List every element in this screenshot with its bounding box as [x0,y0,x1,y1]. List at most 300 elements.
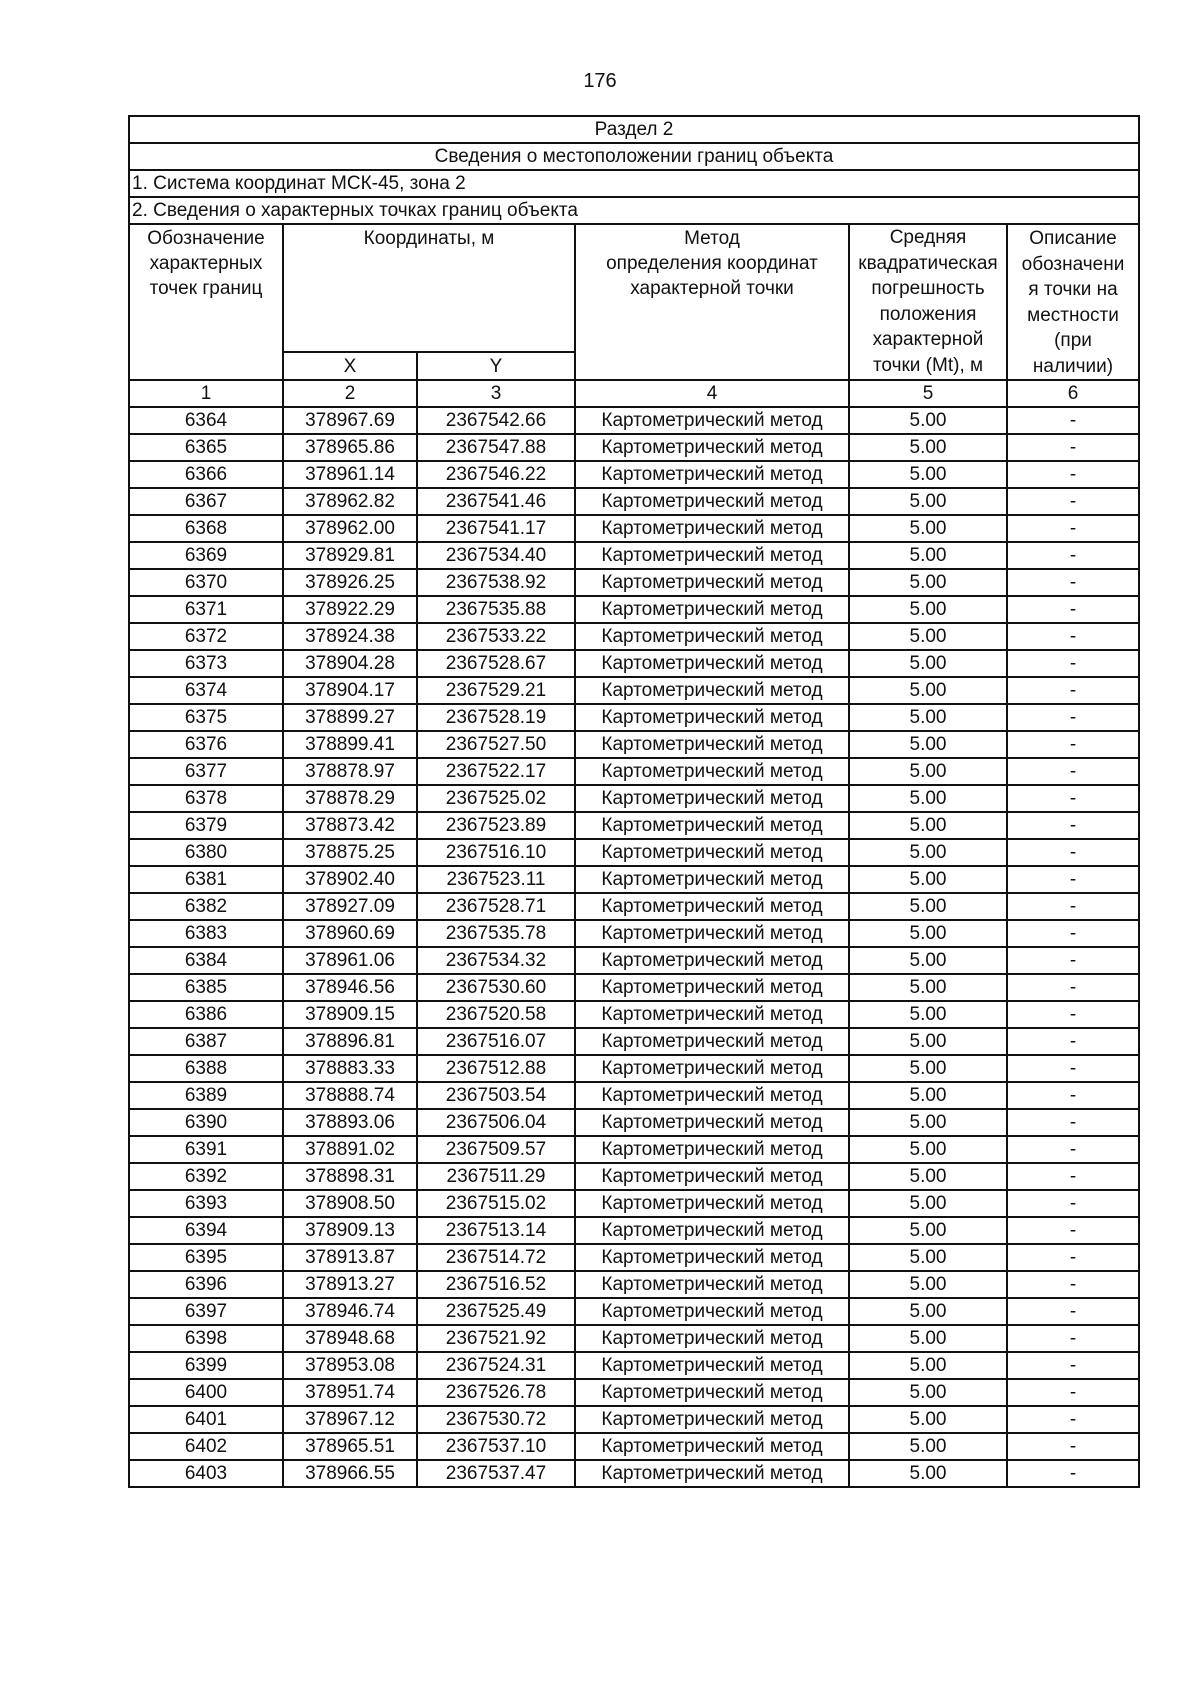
method-cell: Картометрический метод [575,1244,849,1271]
x-coord-cell: 378909.15 [283,1001,417,1028]
method-cell: Картометрический метод [575,1433,849,1460]
x-coord-cell: 378962.00 [283,515,417,542]
description-cell: - [1007,1271,1139,1298]
error-cell: 5.00 [849,434,1007,461]
error-cell: 5.00 [849,731,1007,758]
x-coord-cell: 378948.68 [283,1325,417,1352]
point-id-cell: 6379 [129,812,283,839]
y-coord-cell: 2367535.88 [417,596,575,623]
coord-system-label: 1. Система координат МСК-45, зона 2 [129,170,1139,197]
y-coord-cell: 2367516.10 [417,839,575,866]
error-cell: 5.00 [849,893,1007,920]
x-coord-cell: 378913.87 [283,1244,417,1271]
point-id-cell: 6374 [129,677,283,704]
point-id-cell: 6371 [129,596,283,623]
description-cell: - [1007,569,1139,596]
y-coord-cell: 2367527.50 [417,731,575,758]
description-cell: - [1007,1136,1139,1163]
x-coord-cell: 378904.28 [283,650,417,677]
error-cell: 5.00 [849,704,1007,731]
point-id-cell: 6384 [129,947,283,974]
point-id-cell: 6396 [129,1271,283,1298]
description-cell: - [1007,866,1139,893]
y-coord-cell: 2367509.57 [417,1136,575,1163]
y-coord-cell: 2367503.54 [417,1082,575,1109]
method-cell: Картометрический метод [575,1217,849,1244]
method-cell: Картометрический метод [575,731,849,758]
x-coord-cell: 378951.74 [283,1379,417,1406]
description-cell: - [1007,704,1139,731]
y-coord-cell: 2367534.32 [417,947,575,974]
description-cell: - [1007,488,1139,515]
x-coord-cell: 378953.08 [283,1352,417,1379]
table-row [129,1217,1139,1244]
y-coord-cell: 2367516.52 [417,1271,575,1298]
point-id-cell: 6368 [129,515,283,542]
point-id-cell: 6400 [129,1379,283,1406]
y-coord-cell: 2367534.40 [417,542,575,569]
point-id-cell: 6372 [129,623,283,650]
description-cell: - [1007,1460,1139,1487]
point-id-cell: 6395 [129,1244,283,1271]
table-row [129,1433,1139,1460]
table-row [129,1298,1139,1325]
method-cell: Картометрический метод [575,1352,849,1379]
x-coord-cell: 378926.25 [283,569,417,596]
method-cell: Картометрический метод [575,542,849,569]
y-coord-cell: 2367530.72 [417,1406,575,1433]
header-coordinates: Координаты, м [283,224,575,352]
point-id-cell: 6370 [129,569,283,596]
header-error: Средняя квадратическая погрешность положения характерной точки (Mt), м [849,224,1007,380]
method-cell: Картометрический метод [575,461,849,488]
coord-system-row [129,170,1139,197]
x-coord-cell: 378898.31 [283,1163,417,1190]
method-cell: Картометрический метод [575,596,849,623]
table-row [129,650,1139,677]
points-title-row [129,197,1139,224]
method-cell: Картометрический метод [575,515,849,542]
y-coord-cell: 2367541.46 [417,488,575,515]
y-coord-cell: 2367542.66 [417,407,575,434]
error-cell: 5.00 [849,947,1007,974]
y-coord-cell: 2367506.04 [417,1109,575,1136]
error-cell: 5.00 [849,1109,1007,1136]
y-coord-cell: 2367528.71 [417,893,575,920]
table-row [129,1028,1139,1055]
point-id-cell: 6367 [129,488,283,515]
x-coord-cell: 378913.27 [283,1271,417,1298]
table-row [129,488,1139,515]
x-coord-cell: 378904.17 [283,677,417,704]
error-cell: 5.00 [849,974,1007,1001]
point-id-cell: 6402 [129,1433,283,1460]
description-cell: - [1007,1217,1139,1244]
y-coord-cell: 2367547.88 [417,434,575,461]
error-cell: 5.00 [849,1028,1007,1055]
error-cell: 5.00 [849,758,1007,785]
point-id-cell: 6381 [129,866,283,893]
error-cell: 5.00 [849,1082,1007,1109]
table-row [129,434,1139,461]
header-method: Метод определения координат характерной точки [575,224,849,380]
table-row [129,866,1139,893]
y-coord-cell: 2367537.47 [417,1460,575,1487]
point-id-cell: 6392 [129,1163,283,1190]
error-cell: 5.00 [849,650,1007,677]
method-cell: Картометрический метод [575,1055,849,1082]
table-row [129,1325,1139,1352]
table-row [129,758,1139,785]
description-cell: - [1007,515,1139,542]
description-cell: - [1007,623,1139,650]
x-coord-cell: 378909.13 [283,1217,417,1244]
table-row [129,515,1139,542]
description-cell: - [1007,1406,1139,1433]
y-coord-cell: 2367511.29 [417,1163,575,1190]
description-cell: - [1007,1055,1139,1082]
description-cell: - [1007,1082,1139,1109]
point-id-cell: 6380 [129,839,283,866]
error-cell: 5.00 [849,1136,1007,1163]
error-cell: 5.00 [849,1217,1007,1244]
section-title: Раздел 2 [129,116,1139,143]
method-cell: Картометрический метод [575,434,849,461]
y-coord-cell: 2367541.17 [417,515,575,542]
x-coord-cell: 378878.29 [283,785,417,812]
method-cell: Картометрический метод [575,758,849,785]
table-row [129,1082,1139,1109]
point-id-cell: 6373 [129,650,283,677]
header-description: Описание обозначени я точки на местности (при наличии) [1007,224,1139,380]
y-coord-cell: 2367515.02 [417,1190,575,1217]
x-coord-cell: 378893.06 [283,1109,417,1136]
error-cell: 5.00 [849,1271,1007,1298]
table-row [129,1055,1139,1082]
point-id-cell: 6386 [129,1001,283,1028]
method-cell: Картометрический метод [575,650,849,677]
x-coord-cell: 378946.74 [283,1298,417,1325]
header-designation: Обозначение характерных точек границ [129,224,283,380]
y-coord-cell: 2367528.67 [417,650,575,677]
column-number: 3 [417,380,575,407]
x-coord-cell: 378888.74 [283,1082,417,1109]
error-cell: 5.00 [849,920,1007,947]
method-cell: Картометрический метод [575,1001,849,1028]
y-coord-cell: 2367512.88 [417,1055,575,1082]
y-coord-cell: 2367524.31 [417,1352,575,1379]
point-id-cell: 6376 [129,731,283,758]
point-id-cell: 6378 [129,785,283,812]
x-coord-cell: 378961.06 [283,947,417,974]
point-id-cell: 6391 [129,1136,283,1163]
method-cell: Картометрический метод [575,947,849,974]
table-row [129,1001,1139,1028]
point-id-cell: 6377 [129,758,283,785]
error-cell: 5.00 [849,785,1007,812]
x-coord-cell: 378961.14 [283,461,417,488]
header-x: X [283,352,417,380]
description-cell: - [1007,812,1139,839]
point-id-cell: 6365 [129,434,283,461]
table-row [129,839,1139,866]
error-cell: 5.00 [849,542,1007,569]
table-row [129,1271,1139,1298]
method-cell: Картометрический метод [575,1163,849,1190]
x-coord-cell: 378965.51 [283,1433,417,1460]
table-row [129,407,1139,434]
method-cell: Картометрический метод [575,1298,849,1325]
table-row [129,596,1139,623]
method-cell: Картометрический метод [575,1460,849,1487]
description-cell: - [1007,650,1139,677]
method-cell: Картометрический метод [575,704,849,731]
description-cell: - [1007,839,1139,866]
table-row [129,974,1139,1001]
y-coord-cell: 2367520.58 [417,1001,575,1028]
description-cell: - [1007,1001,1139,1028]
description-cell: - [1007,731,1139,758]
description-cell: - [1007,461,1139,488]
description-cell: - [1007,947,1139,974]
description-cell: - [1007,1325,1139,1352]
x-coord-cell: 378966.55 [283,1460,417,1487]
description-cell: - [1007,1433,1139,1460]
y-coord-cell: 2367538.92 [417,569,575,596]
error-cell: 5.00 [849,515,1007,542]
page-number: 176 [583,70,617,92]
x-coord-cell: 378922.29 [283,596,417,623]
description-cell: - [1007,785,1139,812]
method-cell: Картометрический метод [575,1136,849,1163]
x-coord-cell: 378962.82 [283,488,417,515]
error-cell: 5.00 [849,812,1007,839]
point-id-cell: 6394 [129,1217,283,1244]
error-cell: 5.00 [849,596,1007,623]
point-id-cell: 6398 [129,1325,283,1352]
method-cell: Картометрический метод [575,920,849,947]
table-row [129,1163,1139,1190]
description-cell: - [1007,407,1139,434]
method-cell: Картометрический метод [575,677,849,704]
table-row [129,623,1139,650]
error-cell: 5.00 [849,1352,1007,1379]
y-coord-cell: 2367513.14 [417,1217,575,1244]
table-row [129,677,1139,704]
error-cell: 5.00 [849,1001,1007,1028]
error-cell: 5.00 [849,623,1007,650]
description-cell: - [1007,677,1139,704]
error-cell: 5.00 [849,1325,1007,1352]
error-cell: 5.00 [849,488,1007,515]
x-coord-cell: 378965.86 [283,434,417,461]
description-cell: - [1007,596,1139,623]
subtitle-row [129,143,1139,170]
table-row [129,893,1139,920]
point-id-cell: 6387 [129,1028,283,1055]
column-number: 4 [575,380,849,407]
point-id-cell: 6397 [129,1298,283,1325]
x-coord-cell: 378960.69 [283,920,417,947]
table-row [129,569,1139,596]
x-coord-cell: 378899.41 [283,731,417,758]
x-coord-cell: 378927.09 [283,893,417,920]
column-number: 1 [129,380,283,407]
point-id-cell: 6401 [129,1406,283,1433]
section-title-row [129,116,1139,143]
y-coord-cell: 2367523.11 [417,866,575,893]
y-coord-cell: 2367537.10 [417,1433,575,1460]
point-id-cell: 6393 [129,1190,283,1217]
x-coord-cell: 378908.50 [283,1190,417,1217]
point-id-cell: 6403 [129,1460,283,1487]
points-title: 2. Сведения о характерных точках границ объекта [129,197,1139,224]
point-id-cell: 6389 [129,1082,283,1109]
error-cell: 5.00 [849,407,1007,434]
error-cell: 5.00 [849,1244,1007,1271]
y-coord-cell: 2367535.78 [417,920,575,947]
table-row [129,1136,1139,1163]
x-coord-cell: 378891.02 [283,1136,417,1163]
description-cell: - [1007,920,1139,947]
y-coord-cell: 2367523.89 [417,812,575,839]
description-cell: - [1007,1163,1139,1190]
description-cell: - [1007,1028,1139,1055]
column-numbers-row [129,380,1139,407]
method-cell: Картометрический метод [575,1082,849,1109]
error-cell: 5.00 [849,1379,1007,1406]
table-row [129,1352,1139,1379]
error-cell: 5.00 [849,677,1007,704]
method-cell: Картометрический метод [575,785,849,812]
error-cell: 5.00 [849,866,1007,893]
table-row [129,920,1139,947]
y-coord-cell: 2367525.49 [417,1298,575,1325]
description-cell: - [1007,1109,1139,1136]
point-id-cell: 6399 [129,1352,283,1379]
description-cell: - [1007,434,1139,461]
y-coord-cell: 2367522.17 [417,758,575,785]
x-coord-cell: 378967.69 [283,407,417,434]
method-cell: Картометрический метод [575,488,849,515]
y-coord-cell: 2367529.21 [417,677,575,704]
y-coord-cell: 2367521.92 [417,1325,575,1352]
error-cell: 5.00 [849,569,1007,596]
table-row [129,1406,1139,1433]
error-cell: 5.00 [849,1298,1007,1325]
method-cell: Картометрический метод [575,812,849,839]
column-number: 5 [849,380,1007,407]
column-number: 6 [1007,380,1139,407]
x-coord-cell: 378967.12 [283,1406,417,1433]
method-cell: Картометрический метод [575,1406,849,1433]
y-coord-cell: 2367528.19 [417,704,575,731]
x-coord-cell: 378946.56 [283,974,417,1001]
table-row [129,812,1139,839]
table-row [129,704,1139,731]
error-cell: 5.00 [849,839,1007,866]
description-cell: - [1007,1352,1139,1379]
table-row [129,731,1139,758]
table-row [129,1379,1139,1406]
method-cell: Картометрический метод [575,1379,849,1406]
method-cell: Картометрический метод [575,407,849,434]
y-coord-cell: 2367533.22 [417,623,575,650]
error-cell: 5.00 [849,1055,1007,1082]
table-row [129,947,1139,974]
table-row [129,1460,1139,1487]
table-row [129,542,1139,569]
table-row [129,1244,1139,1271]
error-cell: 5.00 [849,1433,1007,1460]
method-cell: Картометрический метод [575,1325,849,1352]
table-row [129,461,1139,488]
method-cell: Картометрический метод [575,1109,849,1136]
error-cell: 5.00 [849,461,1007,488]
x-coord-cell: 378875.25 [283,839,417,866]
table-row [129,1190,1139,1217]
x-coord-cell: 378883.33 [283,1055,417,1082]
y-coord-cell: 2367514.72 [417,1244,575,1271]
y-coord-cell: 2367525.02 [417,785,575,812]
point-id-cell: 6382 [129,893,283,920]
description-cell: - [1007,1379,1139,1406]
column-number: 2 [283,380,417,407]
y-coord-cell: 2367530.60 [417,974,575,1001]
point-id-cell: 6364 [129,407,283,434]
y-coord-cell: 2367546.22 [417,461,575,488]
method-cell: Картометрический метод [575,1271,849,1298]
point-id-cell: 6390 [129,1109,283,1136]
description-cell: - [1007,893,1139,920]
x-coord-cell: 378899.27 [283,704,417,731]
x-coord-cell: 378896.81 [283,1028,417,1055]
method-cell: Картометрический метод [575,1028,849,1055]
description-cell: - [1007,1298,1139,1325]
header-row-top [129,224,1139,352]
method-cell: Картометрический метод [575,866,849,893]
x-coord-cell: 378873.42 [283,812,417,839]
table-row [129,1109,1139,1136]
description-cell: - [1007,758,1139,785]
point-id-cell: 6388 [129,1055,283,1082]
description-cell: - [1007,1244,1139,1271]
method-cell: Картометрический метод [575,569,849,596]
point-id-cell: 6366 [129,461,283,488]
y-coord-cell: 2367526.78 [417,1379,575,1406]
method-cell: Картометрический метод [575,623,849,650]
method-cell: Картометрический метод [575,974,849,1001]
point-id-cell: 6383 [129,920,283,947]
method-cell: Картометрический метод [575,893,849,920]
description-cell: - [1007,542,1139,569]
x-coord-cell: 378924.38 [283,623,417,650]
method-cell: Картометрический метод [575,839,849,866]
error-cell: 5.00 [849,1406,1007,1433]
y-coord-cell: 2367516.07 [417,1028,575,1055]
header-y: Y [417,352,575,380]
error-cell: 5.00 [849,1190,1007,1217]
point-id-cell: 6385 [129,974,283,1001]
point-id-cell: 6375 [129,704,283,731]
x-coord-cell: 378878.97 [283,758,417,785]
x-coord-cell: 378902.40 [283,866,417,893]
error-cell: 5.00 [849,1460,1007,1487]
section-subtitle: Сведения о местоположении границ объекта [129,143,1139,170]
description-cell: - [1007,1190,1139,1217]
table-row [129,785,1139,812]
boundary-points-table [128,115,1140,1488]
